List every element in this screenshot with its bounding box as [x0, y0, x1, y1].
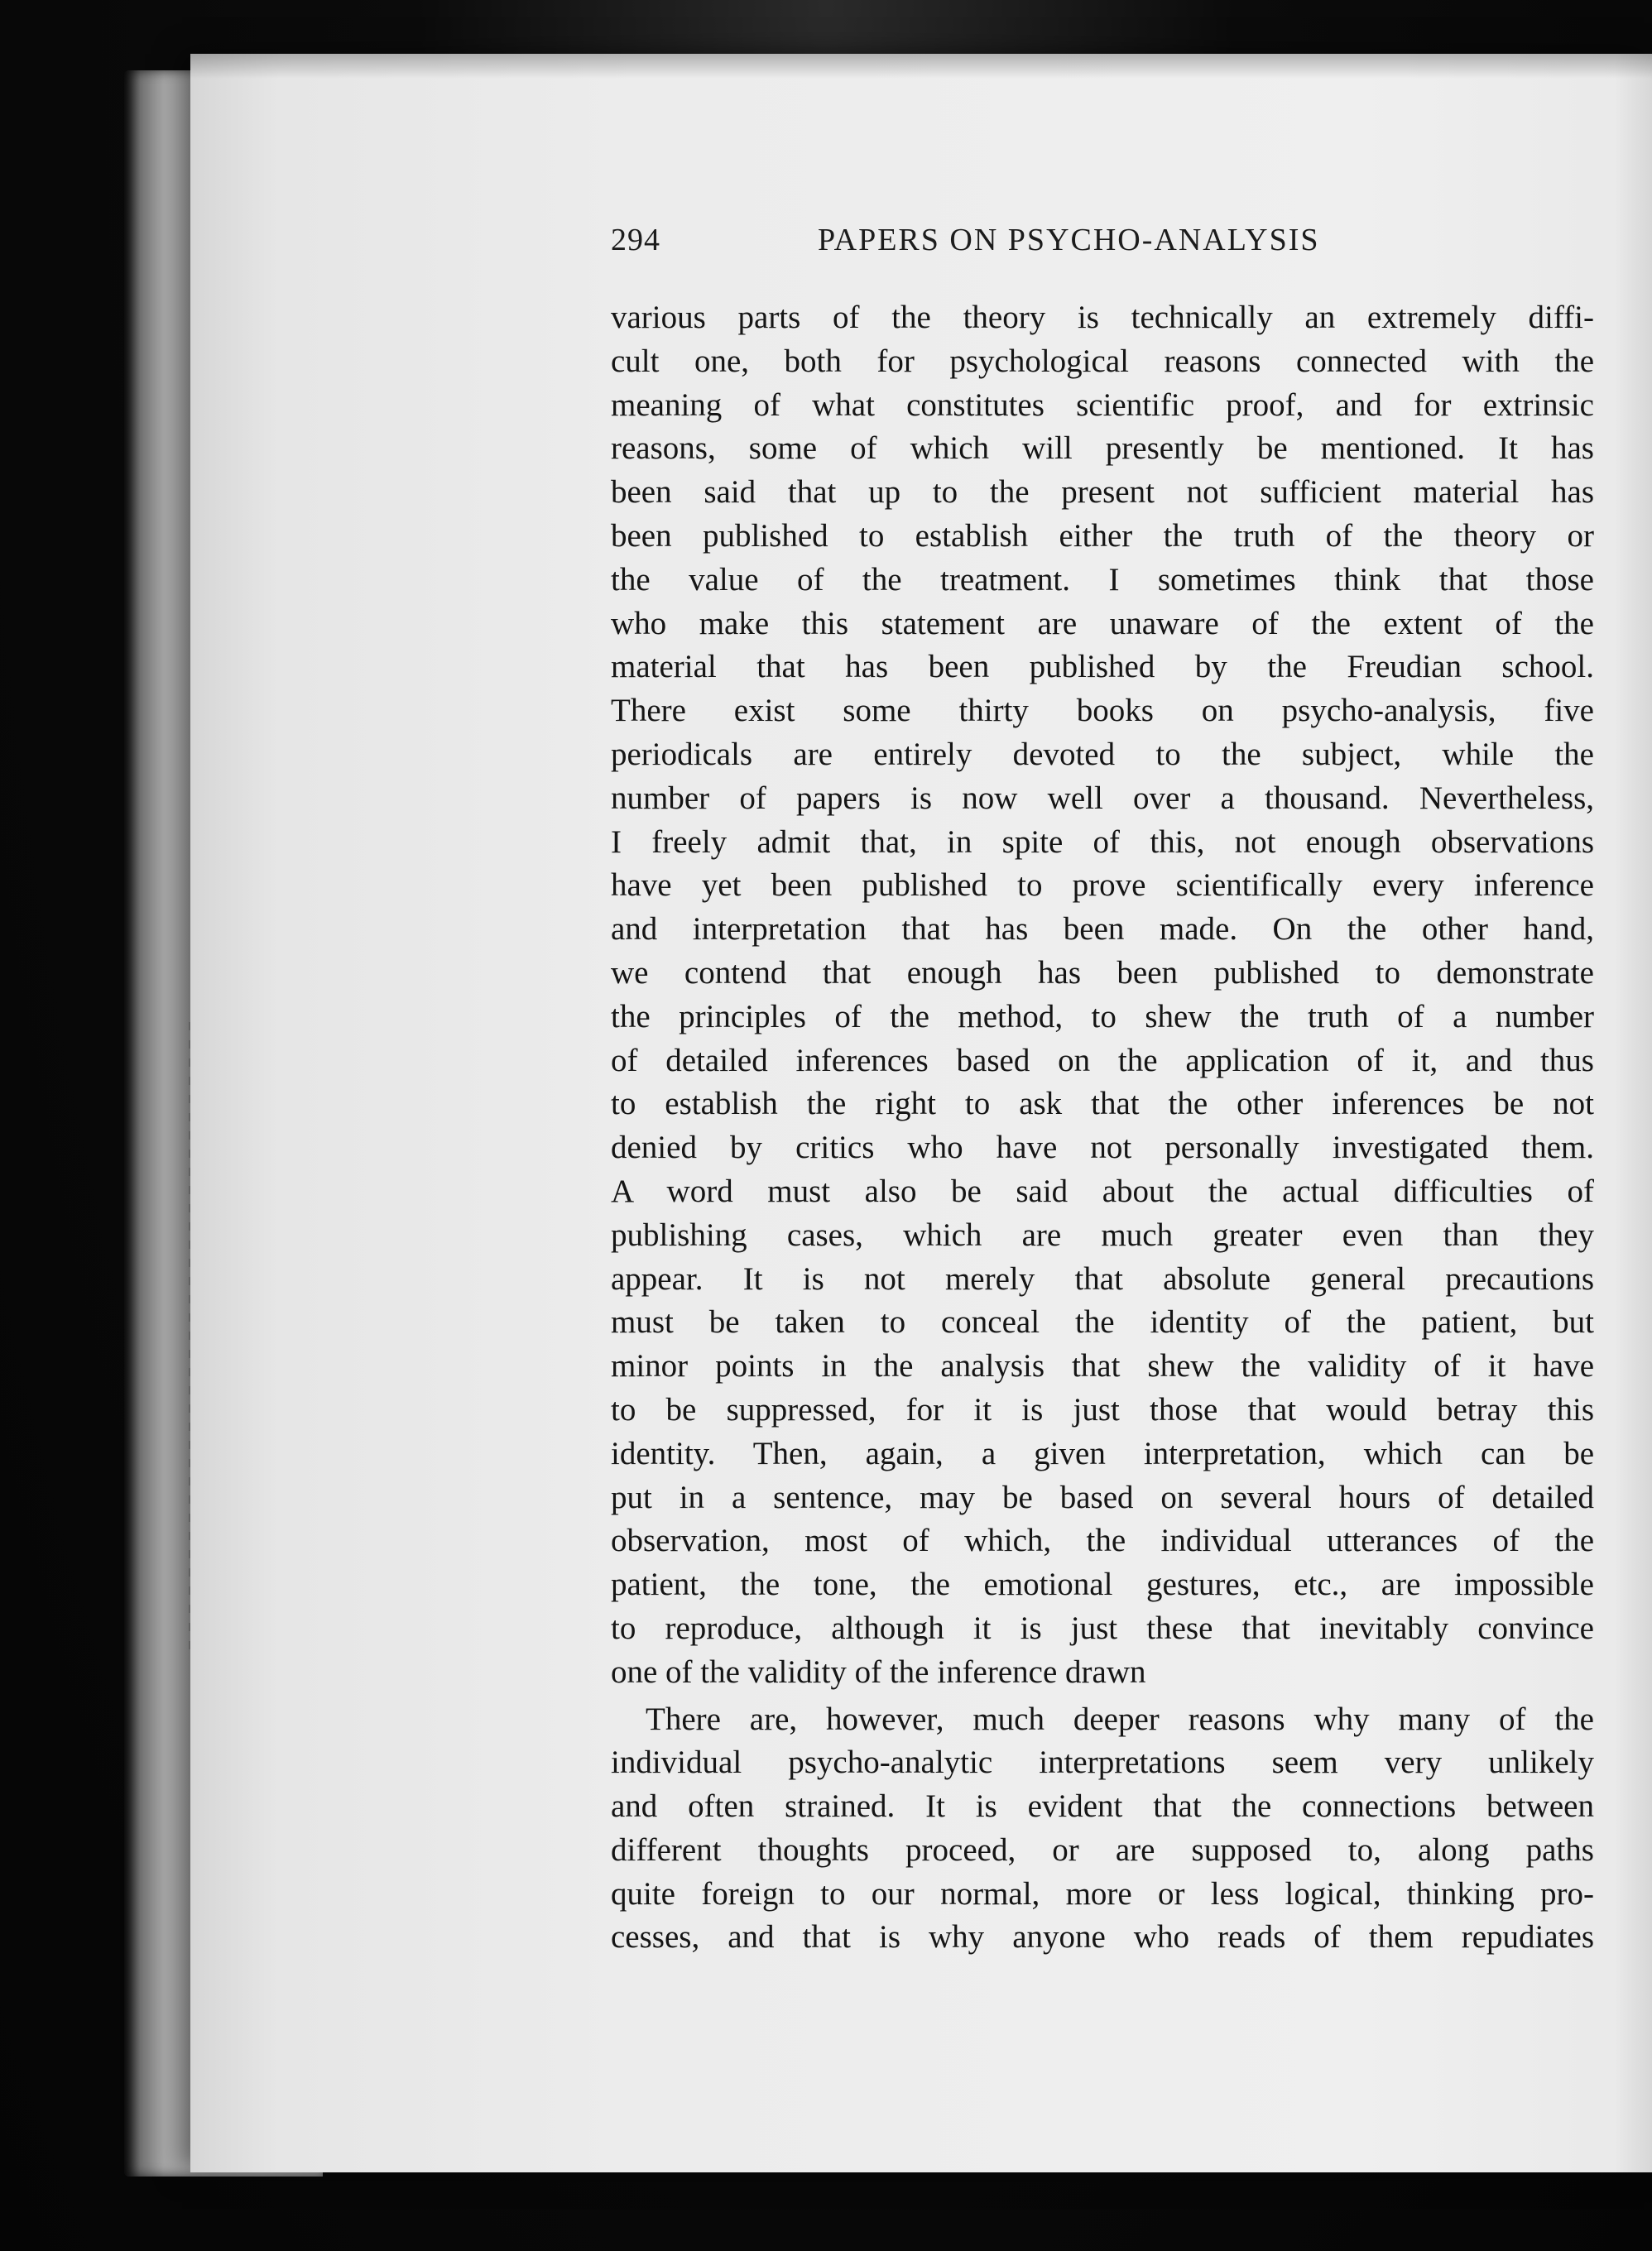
- page-right-shadow: [1614, 54, 1652, 2172]
- text-line: to be suppressed, for it is just those that would betray this: [611, 1391, 1594, 1428]
- text-line: observation, most of which, the individual utterances of the: [611, 1523, 1594, 1559]
- text-line: different thoughts proceed, or are supposed to, along paths: [611, 1831, 1594, 1868]
- text-line: patient, the tone, the emotional gestures, etc., are impossible: [611, 1567, 1594, 1603]
- text-line: the principles of the method, to shew the truth of a number: [611, 998, 1594, 1034]
- text-line: periodicals are entirely devoted to the subject, while the: [611, 736, 1594, 772]
- text-line: There are, however, much deeper reasons why many of the: [646, 1701, 1594, 1737]
- text-line: put in a sentence, may be based on several hours of detailed: [611, 1479, 1594, 1515]
- text-line: cesses, and that is why anyone who reads of them repudiates: [611, 1919, 1594, 1956]
- text-line: been published to establish either the truth of the theory or: [611, 517, 1594, 554]
- text-line: to establish the right to ask that the other inferences be not: [611, 1086, 1594, 1122]
- text-line: reasons, some of which will presently be mentioned. It has: [611, 430, 1594, 467]
- text-line: been said that up to the present not sufficient material has: [611, 474, 1594, 511]
- page-top-shadow: [190, 54, 1652, 79]
- text-line: A word must also be said about the actual difficulties of: [611, 1173, 1594, 1209]
- book-title: PAPERS ON PSYCHO-ANALYSIS: [818, 223, 1320, 257]
- text-line: to reproduce, although it is just these that inevitably convince: [611, 1610, 1594, 1646]
- page-number: 294: [611, 223, 660, 257]
- text-line: and often strained. It is evident that the connections between: [611, 1788, 1594, 1825]
- text-line: who make this statement are unaware of the extent of the: [611, 605, 1594, 641]
- text-line: meaning of what constitutes scientific proof, and for extrinsic: [611, 386, 1594, 423]
- body-text: [611, 296, 1594, 1960]
- text-line: various parts of the theory is technically an extremely diffi-: [611, 300, 1594, 335]
- text-line: must be taken to conceal the identity of the patient, but: [611, 1304, 1594, 1341]
- running-head: [611, 222, 1587, 271]
- text-line: we contend that enough has been published to demonstrate: [611, 954, 1594, 991]
- paragraph-2: [611, 1698, 1594, 1961]
- text-line: publishing cases, which are much greater even than they: [611, 1217, 1594, 1253]
- text-line: cult one, both for psychological reasons connected with the: [611, 343, 1594, 379]
- paragraph-1: [611, 296, 1594, 1695]
- text-line: I freely admit that, in spite of this, not enough observations: [611, 823, 1594, 860]
- text-line: minor points in the analysis that shew the validity of it have: [611, 1348, 1594, 1385]
- text-line: one of the validity of the inference drawn: [611, 1653, 1146, 1690]
- text-line: material that has been published by the Freudian school.: [611, 649, 1594, 685]
- text-line: the value of the treatment. I sometimes think that those: [611, 561, 1594, 598]
- text-line: There exist some thirty books on psycho-analysis, five: [611, 693, 1594, 729]
- text-line: quite foreign to our normal, more or less logical, thinking pro-: [611, 1875, 1594, 1912]
- text-line: identity. Then, again, a given interpretation, which can be: [611, 1435, 1594, 1471]
- text-line: individual psycho-analytic interpretations seem very unlikely: [611, 1745, 1594, 1781]
- text-line: appear. It is not merely that absolute general precautions: [611, 1260, 1594, 1297]
- text-line: of detailed inferences based on the application of it, and thus: [611, 1042, 1594, 1078]
- text-line: denied by critics who have not personally investigated them.: [611, 1130, 1594, 1166]
- text-line: and interpretation that has been made. On the other hand,: [611, 911, 1594, 948]
- text-line: have yet been published to prove scientifically every inference: [611, 867, 1594, 904]
- text-line: number of papers is now well over a thousand. Nevertheless,: [611, 780, 1594, 816]
